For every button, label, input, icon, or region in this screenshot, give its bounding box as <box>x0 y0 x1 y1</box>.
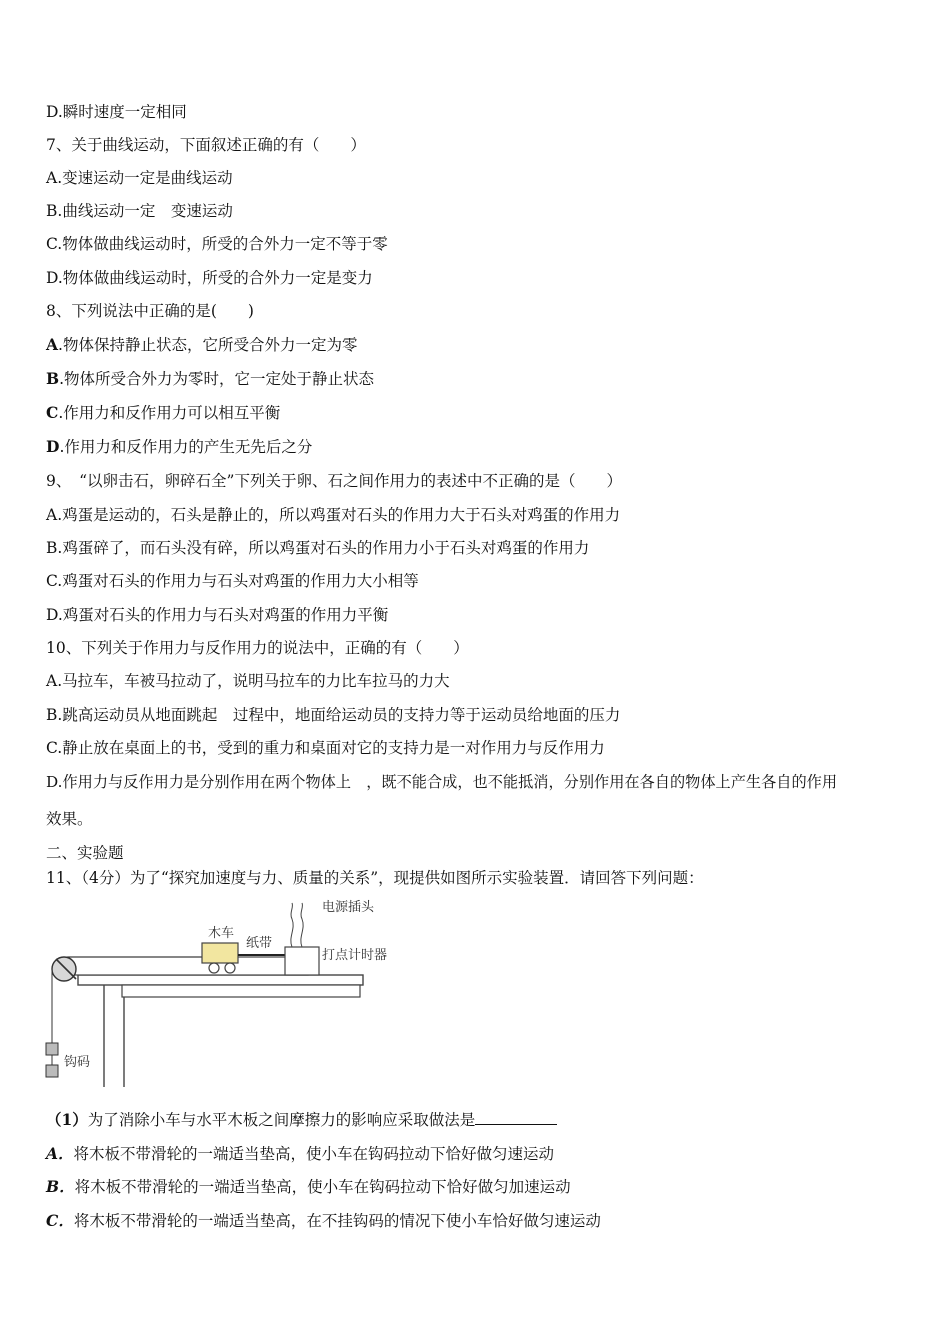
weight <box>46 1043 58 1055</box>
section-heading: 二、实验题 <box>46 844 124 862</box>
question-7: 7、关于曲线运动，下面叙述正确的有（ ） <box>46 136 366 154</box>
cart-wheel <box>209 963 219 973</box>
label-power-plug: 电源插头 <box>322 900 375 915</box>
option-8a: A.物体保持静止状态，它所受合外力一定为零 <box>46 335 358 354</box>
table-lip <box>122 985 360 997</box>
question-9: 9、 “以卵击石，卵碎石全”下列关于卵、石之间作用力的表述中不正确的是（ ） <box>46 472 622 490</box>
label-weights: 钩码 <box>64 1055 91 1070</box>
cart-wheel <box>225 963 235 973</box>
option-7d: D.物体做曲线运动时，所受的合外力一定是变力 <box>46 269 373 287</box>
power-cord <box>291 903 293 947</box>
board <box>68 957 308 975</box>
table-top <box>78 975 363 985</box>
option-10b: B.跳高运动员从地面跳起 过程中，地面给运动员的支持力等于运动员给地面的压力 <box>46 706 621 724</box>
option-11b: B．将木板不带滑轮的一端适当垫高，使小车在钩码拉动下恰好做匀加速运动 <box>46 1177 571 1196</box>
option-8b: B.物体所受合外力为零时，它一定处于静止状态 <box>46 369 375 388</box>
option-10d-cont: 效果。 <box>46 810 93 828</box>
question-8: 8、下列说法中正确的是( ) <box>46 302 254 320</box>
option-9c: C.鸡蛋对石头的作用力与石头对鸡蛋的作用力大小相等 <box>46 572 419 590</box>
question-10: 10、下列关于作用力与反作用力的说法中，正确的有（ ） <box>46 639 469 657</box>
label-tape: 纸带 <box>246 936 273 951</box>
option-11c: C．将木板不带滑轮的一端适当垫高，在不挂钩码的情况下使小车恰好做匀速运动 <box>46 1211 601 1230</box>
pulley <box>52 957 76 981</box>
weight <box>46 1065 58 1077</box>
option-10c: C.静止放在桌面上的书，受到的重力和桌面对它的支持力是一对作用力与反作用力 <box>46 739 605 757</box>
option-7a: A.变速运动一定是曲线运动 <box>46 169 233 187</box>
option-9b: B.鸡蛋碎了，而石头没有碎，所以鸡蛋对石头的作用力小于石头对鸡蛋的作用力 <box>46 539 590 557</box>
option-7c: C.物体做曲线运动时，所受的合外力一定不等于零 <box>46 235 388 253</box>
option-9d: D.鸡蛋对石头的作用力与石头对鸡蛋的作用力平衡 <box>46 606 389 624</box>
option-7b: B.曲线运动一定 变速运动 <box>46 202 233 220</box>
option-7-prev-d: D.瞬时速度一定相同 <box>46 103 187 121</box>
cart <box>202 943 238 963</box>
question-11: 11、（4分）为了“探究加速度与力、质量的关系”，现提供如图所示实验装置．请回答下列问题： <box>46 869 704 887</box>
option-11a: A．将木板不带滑轮的一端适当垫高，使小车在钩码拉动下恰好做匀速运动 <box>46 1144 555 1163</box>
label-timer: 打点计时器 <box>322 948 388 963</box>
dot-timer <box>285 947 319 975</box>
label-cart: 木车 <box>208 926 235 941</box>
option-8c: C.作用力和反作用力可以相互平衡 <box>46 403 281 422</box>
option-9a: A.鸡蛋是运动的，石头是静止的，所以鸡蛋对石头的作用力大于石头对鸡蛋的作用力 <box>46 506 621 524</box>
question-11-part-1: （1）为了消除小车与水平木板之间摩擦力的影响应采取做法是 <box>46 1110 557 1130</box>
answer-blank <box>475 1110 557 1125</box>
power-cord <box>301 903 303 947</box>
option-10d: D.作用力与反作用力是分别作用在两个物体上 ，既不能合成，也不能抵消，分别作用在各自的物体上产生各自的作用 <box>46 773 838 791</box>
option-10a: A.马拉车，车被马拉动了，说明马拉车的力比车拉马的力大 <box>46 672 450 690</box>
experiment-apparatus-figure <box>40 893 400 1093</box>
option-8d: D.作用力和反作用力的产生无先后之分 <box>46 437 313 456</box>
